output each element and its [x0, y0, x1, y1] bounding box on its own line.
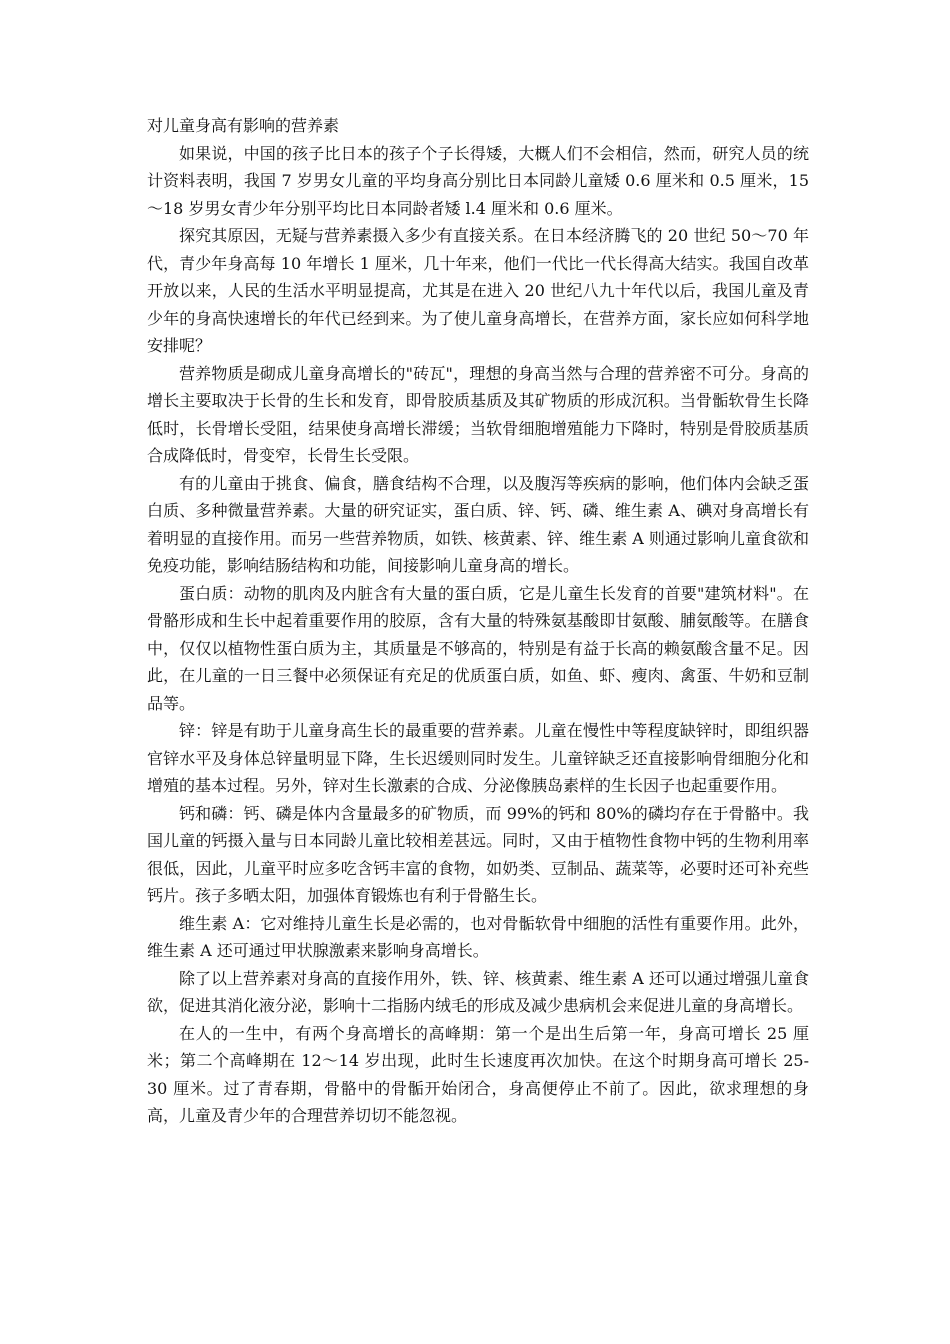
paragraph-cause: 探究其原因，无疑与营养素摄入多少有直接关系。在日本经济腾飞的 20 世纪 50～70 年代，青少年身高每 10 年增长 1 厘米，几十年来，他们一代比一代长得高大结实。我国自改革开放以来，人民的生活水平明显提高，尤其是在进入 20 世纪八九十年代以后，我国儿童及青少年的身高快速增长的年代已经到来。为了使儿童身高增长，在营养方面，家长应如何科学地安排呢？: [147, 226, 809, 355]
paragraph-indirect-effects: 除了以上营养素对身高的直接作用外，铁、锌、核黄素、维生素 A 还可以通过增强儿童食欲，促进其消化液分泌，影响十二指肠内绒毛的形成及减少患病机会来促进儿童的身高增长。: [147, 968, 809, 1015]
paragraph-zinc: 锌：锌是有助于儿童身高生长的最重要的营养素。儿童在慢性中等程度缺锌时，即组织器官锌水平及身体总锌量明显下降，生长迟缓则同时发生。儿童锌缺乏还直接影响骨细胞分化和增殖的基本过程。另外，锌对生长激素的合成、分泌像胰岛素样的生长因子也起重要作用。: [147, 721, 809, 795]
paragraph-intro: 如果说，中国的孩子比日本的孩子个子长得矮，大概人们不会相信，然而，研究人员的统计资料表明，我国 7 岁男女儿童的平均身高分别比日本同龄儿童矮 0.6 厘米和 0.5 厘米，15～18 岁男女青少年分别平均比日本同龄者矮 l.4 厘米和 0.6 厘米。: [147, 143, 809, 218]
paragraph-calcium-phosphorus: 钙和磷：钙、磷是体内含量最多的矿物质，而 99%的钙和 80%的磷均存在于骨骼中。我国儿童的钙摄入量与日本同龄儿童比较相差甚远。同时，又由于植物性食物中钙的生物利用率很低，因此，儿童平时应多吃含钙丰富的食物，如奶类、豆制品、蔬菜等，必要时还可补充些钙片。孩子多晒太阳，加强体育锻炼也有利于骨骼生长。: [147, 803, 809, 905]
paragraph-deficiency: 有的儿童由于挑食、偏食，膳食结构不合理，以及腹泻等疾病的影响，他们体内会缺乏蛋白质、多种微量营养素。大量的研究证实，蛋白质、锌、钙、磷、维生素 A、碘对身高增长有着明显的直接作用。而另一些营养物质，如铁、核黄素、锌、维生素 A 则通过影响儿童食欲和免疫功能，影响结肠结构和功能，间接影响儿童身高的增长。: [147, 473, 809, 575]
document-page: [147, 112, 809, 1130]
document-title: 对儿童身高有影响的营养素: [147, 116, 340, 135]
paragraph-nutrients-bones: 营养物质是砌成儿童身高增长的"砖瓦"，理想的身高当然与合理的营养密不可分。身高的增长主要取决于长骨的生长和发育，即骨胶质基质及其矿物质的形成沉积。当骨骺软骨生长降低时，长骨增长受阻，结果使身高增长滞缓；当软骨细胞增殖能力下降时，特别是骨胶质基质合成降低时，骨变窄，长骨生长受限。: [147, 363, 809, 465]
paragraph-protein: 蛋白质：动物的肌肉及内脏含有大量的蛋白质，它是儿童生长发育的首要"建筑材料"。在骨骼形成和生长中起着重要作用的胶原，含有大量的特殊氨基酸即甘氨酸、脯氨酸等。在膳食中，仅仅以植物性蛋白质为主，其质量是不够高的，特别是有益于长高的赖氨酸含量不足。因此，在儿童的一日三餐中必须保证有充足的优质蛋白质，如鱼、虾、瘦肉、禽蛋、牛奶和豆制品等。: [147, 583, 809, 713]
paragraph-vitamin-a: 维生素 A：它对维持儿童生长是必需的，也对骨骺软骨中细胞的活性有重要作用。此外，维生素 A 还可通过甲状腺激素来影响身高增长。: [147, 913, 809, 960]
paragraph-growth-peaks: 在人的一生中，有两个身高增长的高峰期：第一个是出生后第一年，身高可增长 25 厘米；第二个高峰期在 12～14 岁出现，此时生长速度再次加快。在这个时期身高可增长 25-30 厘米。过了青春期，骨骼中的骨骺开始闭合，身高便停止不前了。因此，欲求理想的身高，儿童及青少年的合理营养切切不能忽视。: [147, 1023, 809, 1125]
